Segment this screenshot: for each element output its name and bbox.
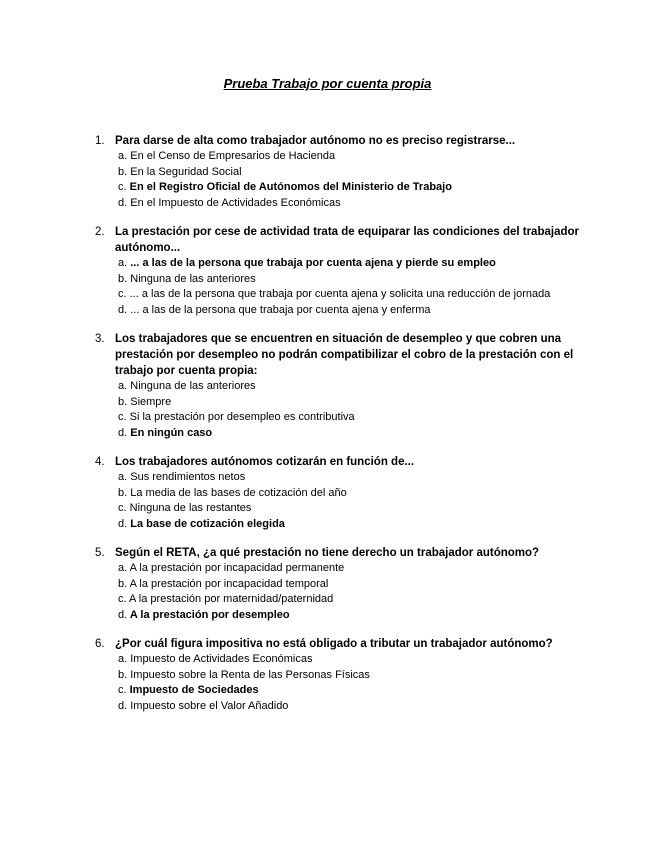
option-text: En el Impuesto de Actividades Económicas bbox=[130, 196, 341, 209]
option-letter: d. bbox=[118, 608, 128, 621]
option-c bbox=[115, 287, 585, 303]
option-text: En el Censo de Empresarios de Hacienda bbox=[130, 150, 336, 162]
option-text: Ninguna de las anteriores bbox=[130, 380, 256, 392]
option-text: Sus rendimientos netos bbox=[130, 471, 246, 483]
option-b bbox=[115, 577, 585, 593]
option-text: Impuesto sobre el Valor Añadido bbox=[130, 699, 289, 712]
option-text: ... a las de la persona que trabaja por cuenta ajena y pierde su empleo bbox=[130, 257, 496, 269]
question-4 bbox=[95, 454, 585, 532]
question-text: ¿Por cuál figura impositiva no está obligado a tributar un trabajador autónomo? bbox=[115, 638, 553, 650]
option-text: Impuesto sobre la Renta de las Personas Físicas bbox=[130, 668, 370, 681]
option-letter: c. bbox=[118, 411, 127, 423]
option-a bbox=[115, 652, 585, 668]
option-d bbox=[115, 517, 585, 533]
option-text: ... a las de la persona que trabaja por cuenta ajena y solicita una reducción de jornada bbox=[129, 288, 551, 300]
option-letter: a. bbox=[118, 150, 128, 162]
option-text: Si la prestación por desempleo es contributiva bbox=[129, 411, 355, 423]
option-letter: b. bbox=[118, 395, 128, 408]
option-text: Impuesto de Sociedades bbox=[129, 684, 259, 696]
option-a bbox=[115, 149, 585, 165]
question-6 bbox=[95, 636, 585, 714]
question-number: 5. bbox=[95, 547, 105, 559]
option-text: La media de las bases de cotización del año bbox=[130, 486, 347, 499]
option-d bbox=[115, 426, 585, 442]
question-text: Para darse de alta como trabajador autónomo no es preciso registrarse... bbox=[115, 135, 516, 147]
option-text: La base de cotización elegida bbox=[130, 517, 285, 530]
question-3 bbox=[95, 331, 585, 441]
option-text: En ningún caso bbox=[130, 426, 213, 439]
option-list bbox=[115, 149, 585, 211]
question-list bbox=[95, 133, 585, 727]
question-number: 1. bbox=[95, 135, 105, 147]
question-number: 4. bbox=[95, 456, 105, 468]
option-c bbox=[115, 180, 585, 196]
option-letter: c. bbox=[118, 288, 127, 300]
question-text: La prestación por cese de actividad trata de equiparar las condiciones del trabajador autónomo... bbox=[115, 226, 579, 254]
option-letter: d. bbox=[118, 517, 128, 530]
option-text: ... a las de la persona que trabaja por cuenta ajena y enferma bbox=[130, 303, 431, 316]
option-d bbox=[115, 196, 585, 212]
option-c bbox=[115, 683, 585, 699]
option-list bbox=[115, 652, 585, 714]
option-letter: c. bbox=[118, 181, 127, 193]
option-b bbox=[115, 668, 585, 684]
option-d bbox=[115, 699, 585, 715]
option-b bbox=[115, 272, 585, 288]
question-5 bbox=[95, 545, 585, 623]
option-text: A la prestación por incapacidad permanente bbox=[129, 562, 345, 574]
option-a bbox=[115, 470, 585, 486]
option-b bbox=[115, 395, 585, 411]
option-letter: d. bbox=[118, 699, 128, 712]
option-letter: d. bbox=[118, 303, 128, 316]
option-letter: a. bbox=[118, 653, 128, 665]
option-letter: c. bbox=[118, 684, 127, 696]
option-list bbox=[115, 256, 585, 318]
option-list bbox=[115, 561, 585, 623]
option-text: Impuesto de Actividades Económicas bbox=[130, 653, 313, 665]
option-letter: a. bbox=[118, 562, 128, 574]
option-letter: c. bbox=[118, 593, 127, 605]
option-b bbox=[115, 165, 585, 181]
question-number: 6. bbox=[95, 638, 105, 650]
option-letter: b. bbox=[118, 165, 128, 178]
option-d bbox=[115, 608, 585, 624]
option-letter: a. bbox=[118, 471, 128, 483]
option-letter: c. bbox=[118, 502, 127, 514]
option-text: A la prestación por desempleo bbox=[129, 608, 290, 621]
option-letter: b. bbox=[118, 486, 128, 499]
option-a bbox=[115, 256, 585, 272]
option-text: A la prestación por incapacidad temporal bbox=[129, 577, 329, 590]
question-number: 2. bbox=[95, 226, 105, 238]
option-b bbox=[115, 486, 585, 502]
option-letter: a. bbox=[118, 380, 128, 392]
option-list bbox=[115, 470, 585, 532]
option-text: Ninguna de las restantes bbox=[129, 502, 252, 514]
question-text: Los trabajadores autónomos cotizarán en función de... bbox=[115, 456, 415, 468]
option-text: A la prestación por maternidad/paternidad bbox=[129, 593, 334, 605]
option-text: Siempre bbox=[130, 395, 172, 408]
question-1 bbox=[95, 133, 585, 211]
option-letter: b. bbox=[118, 577, 128, 590]
question-text: Según el RETA, ¿a qué prestación no tiene derecho un trabajador autónomo? bbox=[115, 547, 540, 559]
option-d bbox=[115, 303, 585, 319]
option-c bbox=[115, 410, 585, 426]
question-2 bbox=[95, 224, 585, 318]
question-number: 3. bbox=[95, 333, 105, 345]
option-c bbox=[115, 501, 585, 517]
question-text: Los trabajadores que se encuentren en situación de desempleo y que cobren una prestación por desempleo no podrán compatibilizar el cobro de la prestación con el trabajo por cuenta propia: bbox=[115, 333, 574, 377]
option-letter: a. bbox=[118, 257, 128, 269]
option-letter: d. bbox=[118, 196, 128, 209]
option-a bbox=[115, 379, 585, 395]
option-letter: b. bbox=[118, 668, 128, 681]
option-letter: d. bbox=[118, 426, 128, 439]
option-c bbox=[115, 592, 585, 608]
option-text: En el Registro Oficial de Autónomos del Ministerio de Trabajo bbox=[129, 181, 452, 193]
page-title: Prueba Trabajo por cuenta propia bbox=[223, 76, 432, 91]
option-letter: b. bbox=[118, 272, 128, 285]
option-text: Ninguna de las anteriores bbox=[130, 272, 256, 285]
option-text: En la Seguridad Social bbox=[130, 165, 242, 178]
option-list bbox=[115, 379, 585, 441]
option-a bbox=[115, 561, 585, 577]
